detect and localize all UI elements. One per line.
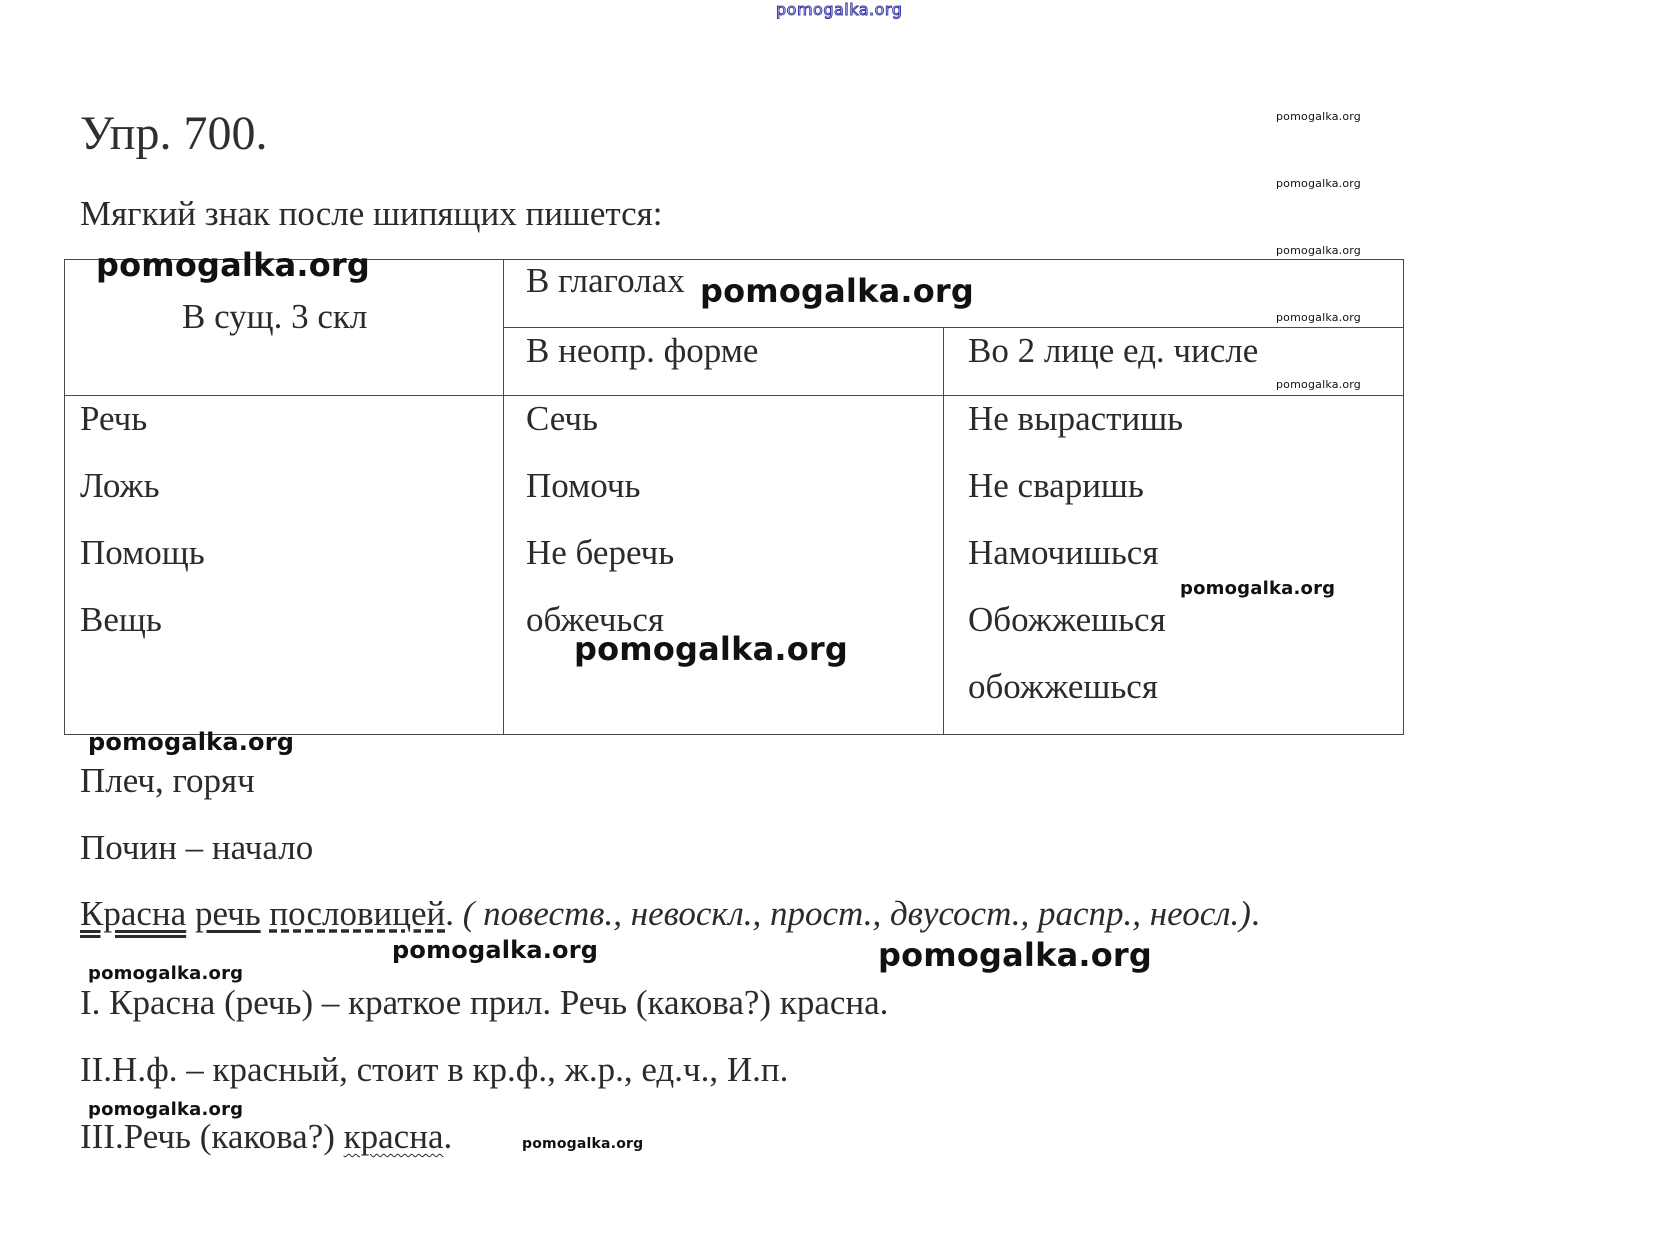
- infinitive-item: Сечь: [526, 399, 598, 438]
- second-person-item: Намочишься: [968, 533, 1159, 572]
- exercise-title: Упр. 700.: [80, 107, 268, 160]
- watermark-medium: pomogalka.org: [1180, 578, 1336, 599]
- header-nouns: В сущ. 3 скл: [182, 297, 368, 336]
- object-word: пословицей: [269, 894, 446, 933]
- parsing-line-3: [80, 1117, 452, 1157]
- header-infinitive: В неопр. форме: [526, 331, 759, 370]
- punctuation: .: [1250, 894, 1260, 933]
- watermark-small: pomogalka.org: [88, 1099, 244, 1120]
- sentence-line: [80, 894, 1260, 934]
- infinitive-item: Помочь: [526, 466, 641, 505]
- watermark-large: pomogalka.org: [700, 272, 974, 310]
- header-verbs: В глаголах: [526, 261, 685, 300]
- watermark-medium: pomogalka.org: [88, 728, 295, 756]
- parsing-line-1: I. Красна (речь) – краткое прил. Речь (какова?) красна.: [80, 983, 889, 1022]
- watermark-small: pomogalka.org: [1276, 110, 1361, 123]
- predicate-word: Красна: [80, 894, 187, 933]
- text-line: Почин – начало: [80, 828, 314, 867]
- second-person-item: Не вырастишь: [968, 399, 1184, 438]
- sentence-characteristics: ( повеств., невоскл., прост., двусост., распр., неосл.): [462, 894, 1251, 933]
- watermark-large: pomogalka.org: [96, 246, 370, 284]
- watermark-small: pomogalka.org: [522, 1136, 644, 1152]
- watermark-top: pomogalka.org: [776, 0, 903, 19]
- subject-word: речь: [194, 894, 261, 933]
- watermark-small: pomogalka.org: [88, 963, 244, 984]
- noun-item: Вещь: [80, 600, 162, 639]
- watermark-small: pomogalka.org: [1276, 378, 1361, 391]
- watermark-small: pomogalka.org: [1276, 177, 1361, 190]
- predicate-word: красна: [343, 1117, 444, 1156]
- punctuation: .: [443, 1117, 453, 1156]
- parsing-line-2: II.Н.ф. – красный, стоит в кр.ф., ж.р., ед.ч., И.п.: [80, 1050, 789, 1089]
- intro-text: Мягкий знак после шипящих пишется:: [80, 194, 663, 233]
- watermark-small: pomogalka.org: [1276, 244, 1361, 257]
- noun-item: Помощь: [80, 533, 205, 572]
- punctuation: .: [445, 894, 455, 933]
- second-person-item: Не сваришь: [968, 466, 1144, 505]
- parsing-text: III.Речь (какова?): [80, 1117, 344, 1156]
- header-second-person: Во 2 лице ед. числе: [968, 331, 1259, 370]
- second-person-item: Обожжешься: [968, 600, 1166, 639]
- infinitive-item: обжечься: [526, 600, 665, 639]
- watermark-large: pomogalka.org: [878, 936, 1152, 974]
- watermark-large: pomogalka.org: [574, 630, 848, 668]
- infinitive-item: Не беречь: [526, 533, 675, 572]
- watermark-small: pomogalka.org: [1276, 311, 1361, 324]
- second-person-item: обожжешься: [968, 667, 1158, 706]
- watermark-medium: pomogalka.org: [392, 936, 599, 964]
- noun-item: Речь: [80, 399, 148, 438]
- text-line: Плеч, горяч: [80, 761, 255, 800]
- noun-item: Ложь: [80, 466, 160, 505]
